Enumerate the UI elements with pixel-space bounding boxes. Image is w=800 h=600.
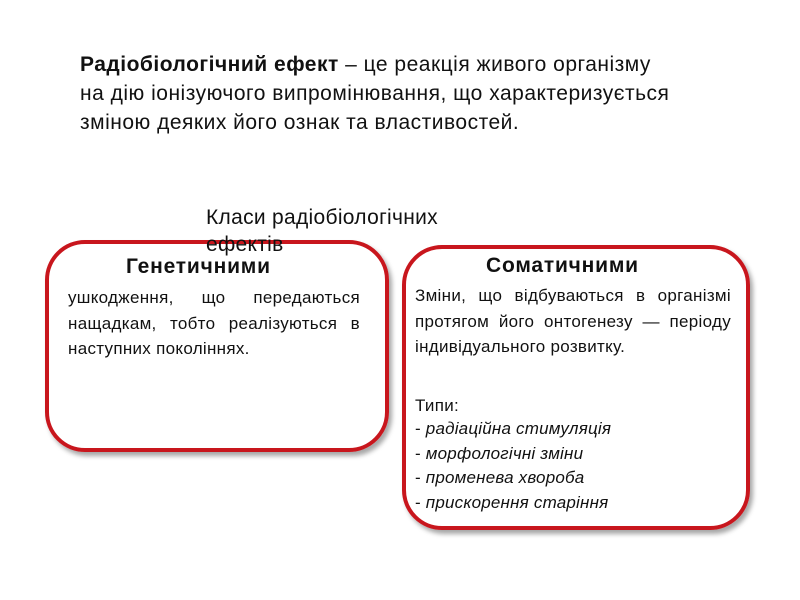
list-item-text: променева хвороба <box>425 468 585 487</box>
list-item-prefix: - <box>415 492 426 512</box>
list-item-text: морфологічні зміни <box>425 443 584 463</box>
somatic-card-text: Зміни, що відбуваються в організмі протягом його онтогенезу — періоду індивідуального розвитку. <box>415 286 731 356</box>
genetic-card-text: ушкодження, що передаються нащадкам, тобто реалізуються в наступних поколіннях. <box>68 288 360 358</box>
list-item-prefix: - <box>415 468 426 487</box>
list-item-prefix: - <box>415 443 426 463</box>
list-item-prefix: - <box>415 419 426 438</box>
list-item-text: прискорення старіння <box>425 492 609 512</box>
list-item-text: радіаційна стимуляція <box>425 419 612 438</box>
list-item <box>415 417 611 442</box>
somatic-card-title: Соматичними <box>486 254 639 277</box>
definition-paragraph <box>80 50 680 137</box>
definition-term: Радіобіологічний ефект <box>80 53 339 76</box>
genetic-card-title: Генетичними <box>126 255 271 278</box>
somatic-types-list <box>415 417 611 515</box>
list-item <box>415 466 611 491</box>
classes-title: Класи радіобіологічних ефектів <box>206 206 438 256</box>
definition-text: – це реакція живого організму на дію іонізуючого випромінювання, що характеризується зміною деяких його ознак та властивостей. <box>80 53 670 134</box>
list-item <box>415 442 611 467</box>
list-item <box>415 491 611 516</box>
somatic-types-label: Типи: <box>415 396 460 415</box>
